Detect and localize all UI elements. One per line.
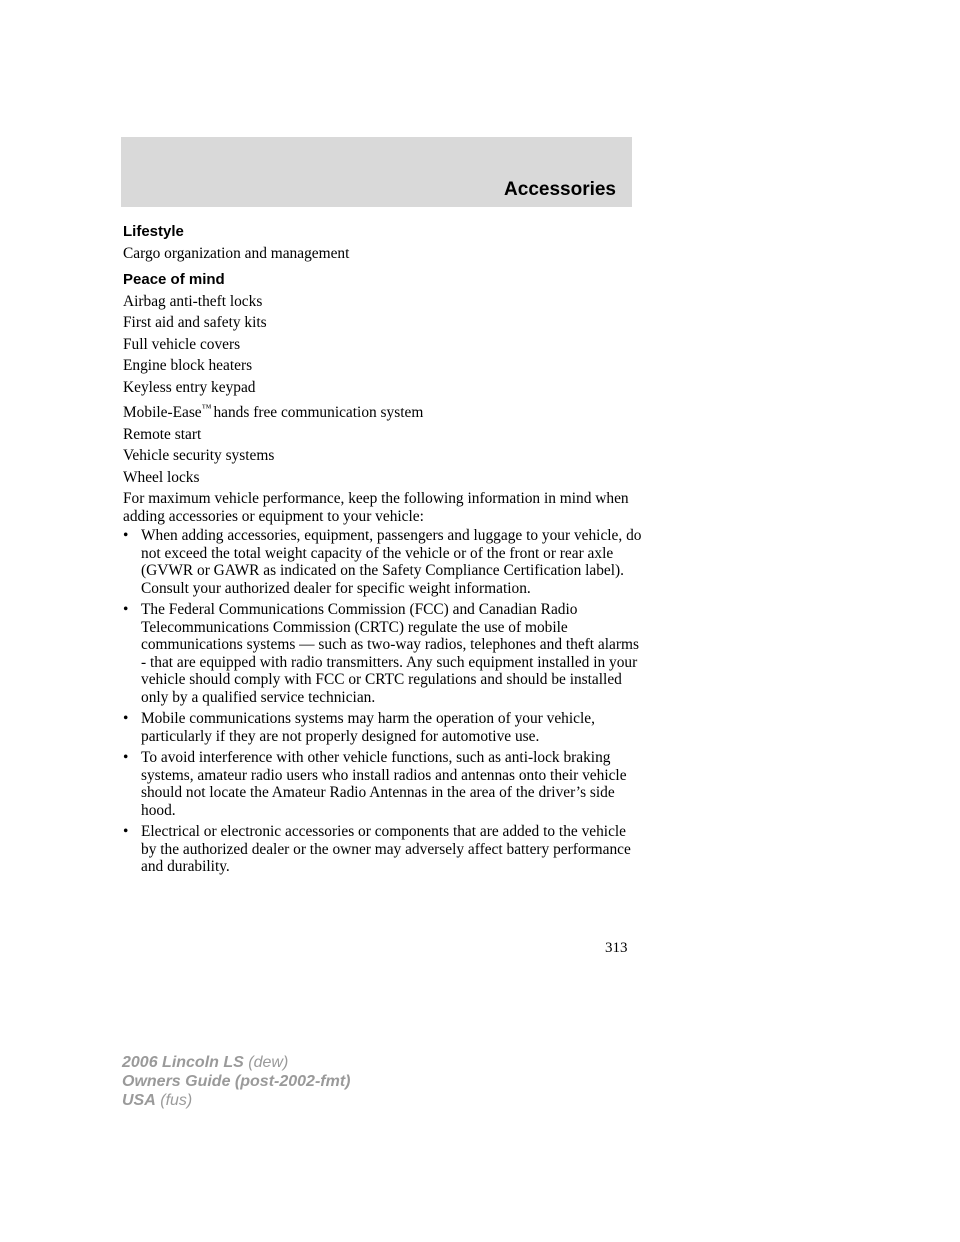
list-item: Airbag anti-theft locks <box>123 292 263 310</box>
list-item: Full vehicle covers <box>123 335 241 353</box>
footer-model: 2006 Lincoln LS <box>122 1054 244 1071</box>
bullet-item <box>123 710 643 745</box>
list-item: First aid and safety kits <box>123 314 267 331</box>
list-item: Wheel locks <box>123 468 200 486</box>
page-content <box>123 219 643 880</box>
bullet-item <box>123 749 643 819</box>
bullet-text: When adding accessories, equipment, passengers and luggage to your vehicle, do not exceed the total weight capacity of the vehicle or of the front or rear axle (GVWR or GAWR as indicated on the Safety Compliance Certification label). Consult your authorized dealer for specific weight information. <box>141 527 642 597</box>
bullet-item <box>123 601 643 706</box>
intro-paragraph: For maximum vehicle performance, keep the following information in mind when adding accessories or equipment to your vehicle: <box>123 490 629 525</box>
bullet-text: To avoid interference with other vehicle functions, such as anti-lock braking systems, amateur radio users who install radios and antennas onto their vehicle should not locate the Amateur Radio Antennas in the area of the driver’s side hood. <box>141 749 627 819</box>
footer-line-1 <box>122 1053 350 1072</box>
mobile-ease-description: hands free communication system <box>213 404 424 422</box>
bullet-icon: • <box>123 710 129 728</box>
peace-of-mind-heading: Peace of mind <box>123 270 225 288</box>
bullet-text: Mobile communications systems may harm the operation of your vehicle, particularly if they are not properly designed for automotive use. <box>141 710 595 745</box>
mobile-ease-name: Mobile-Ease <box>123 404 202 422</box>
footer-line-3 <box>122 1091 350 1110</box>
list-item-mobile-ease <box>123 400 643 422</box>
list-item: Cargo organization and management <box>123 245 350 262</box>
lifestyle-heading: Lifestyle <box>123 223 184 240</box>
bullet-icon: • <box>123 823 129 841</box>
bullet-list <box>123 527 643 876</box>
footer-line-2 <box>122 1072 350 1091</box>
bullet-icon: • <box>123 527 129 545</box>
section-header-band <box>121 137 632 207</box>
trademark-symbol: ™ <box>201 403 212 414</box>
bullet-item <box>123 823 643 876</box>
bullet-text: The Federal Communications Commission (FCC) and Canadian Radio Telecommunications Commission (CRTC) regulate the use of mobile communications systems — such as two-way radios, telephones and theft alarms - that are equipped with radio transmitters. Any such equipment installed in your vehicle should comply with FCC or CRTC regulations and should be installed only by a qualified service technician. <box>141 601 639 706</box>
document-footer <box>122 1053 350 1110</box>
footer-model-code: (dew) <box>248 1054 289 1071</box>
bullet-text: Electrical or electronic accessories or components that are added to the vehicle by the authorized dealer or the owner may adversely affect battery performance and durability. <box>141 823 631 876</box>
footer-market-code: (fus) <box>160 1092 193 1109</box>
footer-guide-format: Owners Guide (post-2002-fmt) <box>122 1073 351 1090</box>
list-item: Keyless entry keypad <box>123 378 256 396</box>
page-number: 313 <box>605 940 628 956</box>
bullet-item <box>123 527 643 597</box>
section-title: Accessories <box>504 179 616 200</box>
bullet-icon: • <box>123 601 129 619</box>
list-item: Remote start <box>123 425 202 443</box>
list-item: Vehicle security systems <box>123 447 275 465</box>
footer-market: USA <box>122 1092 156 1109</box>
bullet-icon: • <box>123 749 129 767</box>
list-item: Engine block heaters <box>123 357 253 374</box>
